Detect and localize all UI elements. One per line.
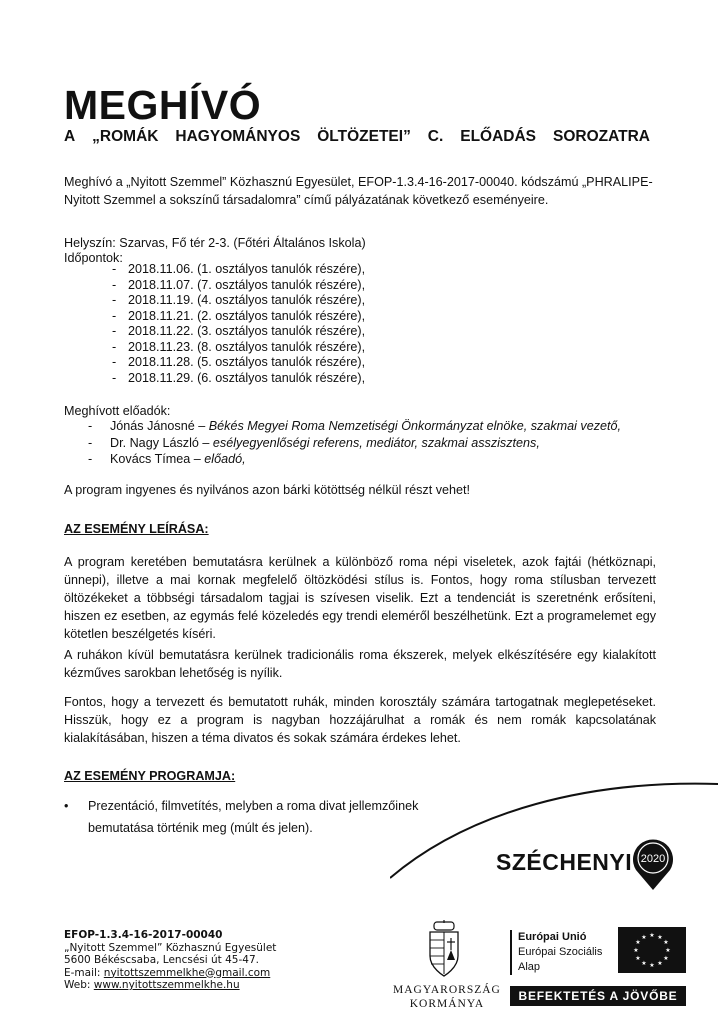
list-item: - 2018.11.06. (1. osztályos tanulók részére), [112,262,365,278]
list-item: - 2018.11.28. (5. osztályos tanulók részére), [112,355,365,371]
subtitle-word: ÖLTÖZETEI” [317,128,411,145]
subtitle-word: A [64,128,76,145]
speaker-item [88,435,621,452]
list-item: - 2018.11.29. (6. osztályos tanulók részére), [112,371,365,387]
dates-list [112,262,365,386]
svg-text:★: ★ [665,947,671,954]
web-label: Web: [64,979,94,991]
intro-paragraph: Meghívó a „Nyitott Szemmel” Közhasznú Egyesület, EFOP-1.3.4-16-2017-00040. kódszámú „PHRALIPE-Nyitott Szemmel a sokszínű társadalomra” című pályázatának következő eseményeire. [64,175,653,207]
list-item: - 2018.11.19. (4. osztályos tanulók részére), [112,293,365,309]
eu-line-2: Európai Szociális [518,946,603,958]
web-link[interactable]: www.nyitottszemmelkhe.hu [93,979,240,991]
invest-banner: BEFEKTETÉS A JÖVŐBE [510,986,686,1006]
speaker-role: előadó, [204,452,246,466]
svg-text:★: ★ [649,932,655,939]
government-label [393,983,501,1011]
email-label: E-mail: [64,966,104,979]
subtitle-word: ELŐADÁS [460,128,537,145]
government-line-1: MAGYARORSZÁG [393,984,501,996]
speakers-list [88,418,621,468]
description-paragraph-3: Fontos, hogy a tervezett és bemutatott ruhák, minden korosztály számára tartogatnak meglepetéseket. Hisszük, hogy ez a program is nagyban hozzájárulhat a romák és nem romák kapcsolatának kialakításában, hiszen a téma divatos és sokak számára érdekes lehet. [64,695,656,745]
subtitle-word: SOROZATRA [552,128,650,145]
szechenyi-logo-text: SZÉCHENYI [496,849,633,875]
subtitle-word: „ROMÁK [92,128,159,145]
project-code: EFOP-1.3.4-16-2017-00040 [64,929,223,941]
svg-text:★: ★ [657,960,663,967]
svg-text:★: ★ [635,955,641,962]
szechenyi-year: 2020 [640,853,666,865]
szechenyi-2020-icon [630,836,676,892]
list-item: - 2018.11.21. (2. osztályos tanulók részére), [112,309,365,325]
svg-text:★: ★ [657,934,663,941]
svg-text:★: ★ [633,947,639,954]
speaker-item [88,451,621,468]
description-paragraph-2: A ruhákon kívül bemutatásra kerülnek tradicionális roma ékszerek, melyek elkészítésére egy kialakított kézműves sarokban lehetőség is nyílik. [64,648,656,680]
speaker-role: esélyegyenlőségi referens, mediátor, szakmai asszisztens, [212,435,540,450]
program-heading: AZ ESEMÉNY PROGRAMJA: [64,769,236,783]
eu-line-3: Alap [518,961,541,973]
speaker-name: Kovács Tímea [110,452,191,466]
program-item-text: Prezentáció, filmvetítés, melyben a roma divat jellemzőinek bemutatása történik meg (múlt és jelen). [88,799,419,835]
email-line [64,967,276,980]
organization-name: „Nyitott Szemmel” Közhasznú Egyesület [64,941,277,954]
description-paragraph-1: A program keretében bemutatásra kerülnek a különböző roma népi viseletek, azok fajtái (hétköznapi, ünnepi), illetve a mai kornak megfelelő öltözködési stílus is. Fontos, hogy roma stílusban tervezett öltözékeket a többségi társadalom tagjai is szívesen viselik. Ezt a tendenciát is szeretnénk erősíteni, hiszen ez esetben, az egymás felé közeledés egy trendi eleméről beszélhetünk. Ezt a programelemet egy kötetlen beszélgetés kíséri. [64,555,656,641]
speakers-label: Meghívott előadók: [64,404,171,418]
page-title: MEGHÍVÓ [64,82,262,128]
list-item: - 2018.11.23. (8. osztályos tanulók részére), [112,340,365,356]
government-line-2: KORMÁNYA [409,998,485,1010]
subtitle-word: HAGYOMÁNYOS [175,128,301,145]
speaker-item [88,418,621,435]
speaker-role: Békés Megyei Roma Nemzetiségi Önkormányzat elnöke, szakmai vezető, [208,419,622,433]
footer-contact [64,929,276,992]
coat-of-arms-icon [425,920,463,978]
list-item: - 2018.11.22. (3. osztályos tanulók részére), [112,324,365,340]
svg-text:★: ★ [635,939,641,946]
organization-address: 5600 Békéscsaba, Lencsési út 45-47. [64,954,259,966]
speaker-dash: – [190,452,205,466]
eu-label [510,930,602,975]
bullet-icon: • [64,799,69,813]
free-note: A program ingyenes és nyilvános azon bárki kötöttség nélkül részt vehet! [64,483,471,497]
location-line: Helyszín: Szarvas, Fő tér 2-3. (Főtéri Általános Iskola) [64,236,366,250]
eu-flag-icon [618,927,686,973]
speaker-dash: – [194,419,209,433]
dates-label: Időpontok: [64,251,123,265]
svg-text:★: ★ [663,939,669,946]
email-link[interactable]: nyitottszemmelkhe@gmail.com [103,966,271,979]
subtitle-word: C. [427,128,444,145]
list-item: - 2018.11.07. (7. osztályos tanulók részére), [112,278,365,294]
svg-text:★: ★ [663,955,669,962]
svg-text:★: ★ [641,960,647,967]
speaker-dash: – [198,435,213,450]
description-heading: AZ ESEMÉNY LEÍRÁSA: [64,522,209,536]
speaker-name: Dr. Nagy László [110,435,199,450]
svg-text:★: ★ [641,934,647,941]
web-line [64,979,276,992]
speaker-name: Jónás Jánosné [110,419,195,433]
eu-line-1: Európai Unió [518,931,587,943]
page-subtitle [64,127,650,147]
svg-text:★: ★ [649,962,655,969]
